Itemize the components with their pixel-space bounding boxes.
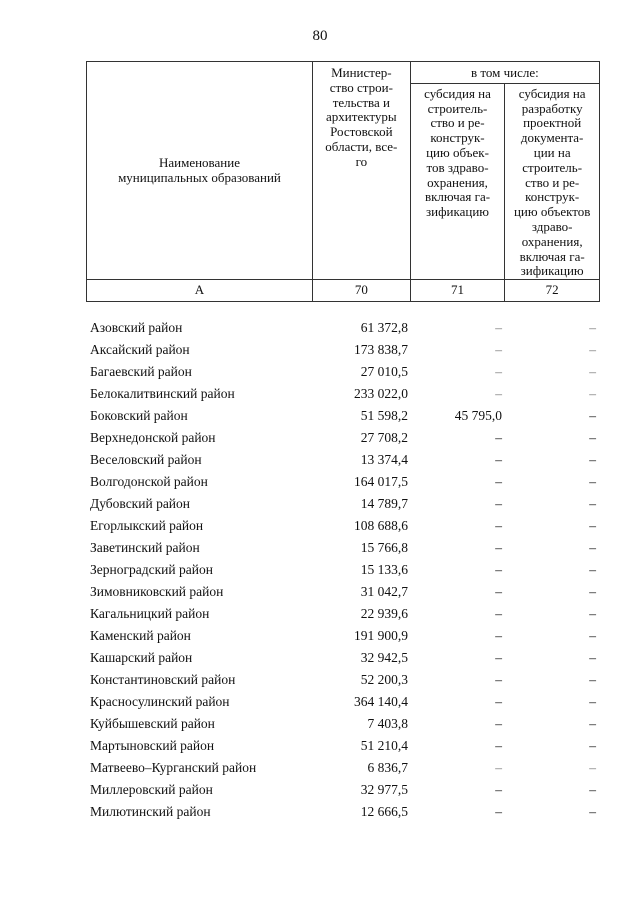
- row-subsidy-construction: –: [495, 518, 502, 533]
- col-number-71: 71: [410, 280, 505, 302]
- row-total: 32 977,5: [360, 782, 408, 797]
- table-row: [86, 779, 600, 801]
- table-row: [86, 625, 600, 647]
- header-sub1-line: зификацию: [426, 204, 489, 220]
- row-subsidy-construction: –: [495, 430, 502, 445]
- row-name: Матвеево–Курганский район: [90, 760, 257, 775]
- header-total-line: го: [355, 153, 368, 169]
- header-sub2-col: [505, 83, 600, 279]
- header-sub1-col: [410, 83, 505, 279]
- row-name: Мартыновский район: [90, 738, 215, 753]
- row-subsidy-design: –: [589, 804, 596, 819]
- header-sub2-line: проектной: [523, 115, 582, 131]
- row-total: 61 372,8: [360, 320, 408, 335]
- row-subsidy-construction: –: [495, 452, 502, 467]
- row-total: 22 939,6: [360, 606, 408, 621]
- row-name: Белокалитвинский район: [90, 386, 235, 401]
- table-row: [86, 493, 600, 515]
- header-name-line: муниципальных образований: [118, 169, 281, 185]
- table-row: [86, 361, 600, 383]
- row-subsidy-construction: –: [495, 320, 502, 335]
- row-name: Боковский район: [90, 408, 188, 423]
- table-row: [86, 669, 600, 691]
- row-subsidy-design: –: [589, 738, 596, 753]
- row-name: Кашарский район: [90, 650, 193, 665]
- row-total: 14 789,7: [360, 496, 408, 511]
- row-subsidy-construction: 45 795,0: [454, 408, 502, 423]
- row-total: 191 900,9: [354, 628, 408, 643]
- header-sub1-line: включая га-: [424, 189, 491, 205]
- header-sub2-line: документа-: [520, 130, 584, 146]
- header-sub1-line: субсидия на: [424, 85, 491, 101]
- table-row: [86, 449, 600, 471]
- row-total: 15 766,8: [360, 540, 408, 555]
- header-sub1-line: тов здраво-: [426, 159, 489, 175]
- table-row: [86, 427, 600, 449]
- header-sub1-line: строитель-: [427, 100, 488, 116]
- row-name: Веселовский район: [90, 452, 202, 467]
- row-total: 364 140,4: [354, 694, 408, 709]
- header-sub2-line: строитель-: [522, 159, 583, 175]
- row-subsidy-construction: –: [495, 562, 502, 577]
- table-row: [86, 735, 600, 757]
- row-subsidy-construction: –: [495, 738, 502, 753]
- table-row: [86, 383, 600, 405]
- header-sub2-line: конструк-: [525, 189, 580, 205]
- row-total: 31 042,7: [360, 584, 408, 599]
- header-total-line: ство строи-: [329, 79, 393, 95]
- row-subsidy-design: –: [589, 562, 596, 577]
- table-row: [86, 515, 600, 537]
- row-name: Куйбышевский район: [90, 716, 215, 731]
- row-subsidy-design: –: [589, 496, 596, 511]
- table-row: [86, 559, 600, 581]
- table-row: [86, 603, 600, 625]
- header-group-label: в том числе:: [470, 65, 539, 80]
- row-subsidy-construction: –: [495, 386, 502, 401]
- table-row: [86, 537, 600, 559]
- header-name-line: Наименование: [158, 154, 240, 170]
- row-total: 164 017,5: [354, 474, 408, 489]
- table-row: [86, 691, 600, 713]
- row-name: Зерноградский район: [90, 562, 213, 577]
- row-subsidy-construction: –: [495, 672, 502, 687]
- header-group: [410, 62, 599, 84]
- row-subsidy-construction: –: [495, 606, 502, 621]
- row-subsidy-design: –: [589, 672, 596, 687]
- table-row: [86, 713, 600, 735]
- header-sub2-line: зификацию: [520, 263, 584, 279]
- header-sub2-line: цию объектов: [513, 204, 591, 220]
- row-subsidy-construction: –: [495, 364, 502, 379]
- page-number: 80: [312, 28, 328, 44]
- row-name: Красносулинский район: [90, 694, 230, 709]
- row-subsidy-construction: –: [495, 650, 502, 665]
- row-total: 51 210,4: [360, 738, 408, 753]
- header-sub1-line: охранения,: [427, 174, 488, 190]
- row-subsidy-design: –: [589, 650, 596, 665]
- row-name: Азовский район: [90, 320, 183, 335]
- header-sub2-line: охранения,: [521, 233, 583, 249]
- row-subsidy-design: –: [589, 474, 596, 489]
- row-subsidy-design: –: [589, 342, 596, 357]
- header-sub2-line: ции на: [533, 144, 571, 160]
- row-subsidy-design: –: [589, 364, 596, 379]
- table-row: [86, 757, 600, 779]
- row-subsidy-design: –: [589, 760, 596, 775]
- row-subsidy-design: –: [589, 694, 596, 709]
- table-row: [86, 471, 600, 493]
- row-subsidy-construction: –: [495, 760, 502, 775]
- row-subsidy-design: –: [589, 386, 596, 401]
- table-row: [86, 339, 600, 361]
- row-subsidy-design: –: [589, 782, 596, 797]
- row-name: Кагальницкий район: [90, 606, 210, 621]
- row-total: 15 133,6: [360, 562, 408, 577]
- row-name: Егорлыкский район: [90, 518, 204, 533]
- row-total: 233 022,0: [354, 386, 408, 401]
- row-subsidy-design: –: [589, 540, 596, 555]
- row-name: Каменский район: [90, 628, 191, 643]
- row-name: Багаевский район: [90, 364, 192, 379]
- header-total-line: Министер-: [331, 65, 392, 80]
- row-total: 12 666,5: [360, 804, 408, 819]
- row-total: 51 598,2: [360, 408, 408, 423]
- header-sub1-line: цию объек-: [426, 144, 489, 160]
- header-sub2-line: ство и ре-: [525, 174, 580, 190]
- row-total: 27 708,2: [360, 430, 408, 445]
- row-total: 32 942,5: [360, 650, 408, 665]
- table-row: [86, 317, 600, 339]
- row-subsidy-construction: –: [495, 540, 502, 555]
- header-sub2-line: включая га-: [519, 248, 585, 264]
- row-subsidy-construction: –: [495, 628, 502, 643]
- header-sub2-line: здраво-: [531, 218, 573, 234]
- row-subsidy-construction: –: [495, 782, 502, 797]
- row-subsidy-design: –: [589, 320, 596, 335]
- row-subsidy-design: –: [589, 408, 596, 423]
- header-total-line: тельства и: [332, 94, 390, 110]
- table-header: [86, 61, 600, 302]
- row-name: Заветинский район: [90, 540, 200, 555]
- row-total: 7 403,8: [367, 716, 408, 731]
- table-row: [86, 801, 600, 823]
- row-name: Зимовниковский район: [90, 584, 224, 599]
- row-subsidy-construction: –: [495, 474, 502, 489]
- col-number-a: А: [87, 280, 313, 302]
- row-total: 27 010,5: [360, 364, 408, 379]
- header-sub2-line: разработку: [521, 100, 583, 116]
- row-name: Милютинский район: [90, 804, 211, 819]
- row-subsidy-construction: –: [495, 584, 502, 599]
- row-subsidy-design: –: [589, 452, 596, 467]
- table-row: [86, 647, 600, 669]
- row-subsidy-design: –: [589, 518, 596, 533]
- header-sub2-line: субсидия на: [518, 85, 586, 101]
- row-name: Дубовский район: [90, 496, 191, 511]
- row-subsidy-design: –: [589, 606, 596, 621]
- row-name: Волгодонской район: [90, 474, 208, 489]
- header-total-line: архитектуры: [326, 109, 397, 125]
- header-total-col: [312, 62, 410, 280]
- row-total: 6 836,7: [367, 760, 408, 775]
- row-name: Константиновский район: [90, 672, 236, 687]
- row-total: 173 838,7: [354, 342, 408, 357]
- table-body: [86, 317, 600, 823]
- header-total-line: области, все-: [325, 138, 398, 154]
- row-subsidy-construction: –: [495, 496, 502, 511]
- row-subsidy-design: –: [589, 584, 596, 599]
- header-sub1-line: ство и ре-: [430, 115, 485, 131]
- col-number-70: 70: [312, 280, 410, 302]
- col-number-72: 72: [505, 280, 600, 302]
- header-total-line: Ростовской: [330, 124, 393, 140]
- row-total: 13 374,4: [360, 452, 408, 467]
- row-name: Миллеровский район: [90, 782, 213, 797]
- header-sub1-line: конструк-: [430, 130, 485, 146]
- table-row: [86, 405, 600, 427]
- row-subsidy-design: –: [589, 716, 596, 731]
- row-total: 108 688,6: [354, 518, 408, 533]
- header-name-col: [87, 62, 313, 280]
- row-name: Аксайский район: [90, 342, 190, 357]
- row-subsidy-construction: –: [495, 804, 502, 819]
- row-total: 52 200,3: [360, 672, 408, 687]
- row-subsidy-construction: –: [495, 342, 502, 357]
- row-name: Верхнедонской район: [90, 430, 216, 445]
- row-subsidy-design: –: [589, 628, 596, 643]
- row-subsidy-design: –: [589, 430, 596, 445]
- table-row: [86, 581, 600, 603]
- row-subsidy-construction: –: [495, 694, 502, 709]
- row-subsidy-construction: –: [495, 716, 502, 731]
